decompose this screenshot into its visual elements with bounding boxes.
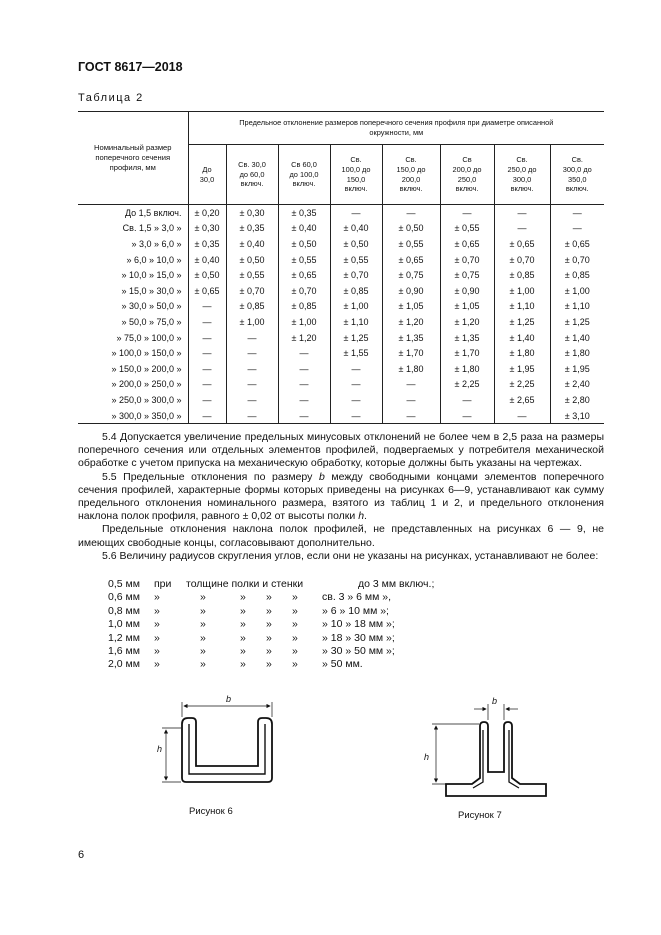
tolerance-cell: ± 0,70: [550, 252, 604, 268]
tolerance-cell: ± 2,40: [550, 377, 604, 393]
tolerance-cell: ± 1,00: [278, 314, 330, 330]
row-size-label: » 50,0 » 75,0 »: [121, 316, 182, 327]
tolerance-cell: ± 0,85: [330, 283, 382, 299]
radius-condition: »: [240, 604, 246, 617]
col-header-line: 250,0: [457, 174, 477, 184]
col-header-line: 300,0: [512, 174, 532, 184]
dim-h-label-fig6: h: [157, 744, 163, 754]
row-size-label: » 3,0 » 6,0 »: [131, 238, 182, 249]
tolerance-cell: ± 0,65: [550, 236, 604, 252]
radius-condition: »: [200, 591, 206, 604]
tolerance-cell: ± 3,10: [550, 408, 604, 424]
tolerance-cell: —: [278, 377, 330, 393]
paragraph-5-5: 5.5 Предельные отклонения по размеру b между свободными концами элементов поперечного сечения профилей, характерные формы которых приведены на рисунках 6—9, устанавливают как сумму предельного отклонения номинального размера, взятого из таблиц 1 и 2, и предельного отклонения наклона полок профиля, равного ± 0,02 от высоты полки h.: [78, 470, 604, 523]
tolerance-cell: —: [226, 345, 278, 361]
paragraph-5-4: 5.4 Допускается увеличение предельных минусовых отклонений не более чем в 2,5 раза на размеры поперечного сечения или отдельных элементов профилей, подвергаемых у потребителя механической обработке с учетом припуска на механическую обработку, которые должны быть указаны на чертежах.: [78, 431, 604, 470]
radius-condition: »: [154, 618, 160, 631]
table-label: Таблица 2: [78, 92, 144, 104]
tolerance-cell: ± 1,00: [550, 283, 604, 299]
tolerance-cell: ± 0,90: [382, 283, 440, 299]
paragraph-5-6: 5.6 Величину радиусов скругления углов, если они не указаны на рисунках, устанавливают не более:: [102, 549, 599, 562]
radius-condition: »: [240, 658, 246, 671]
col-header-line: 350,0: [568, 174, 587, 184]
tolerance-cell: —: [188, 361, 226, 377]
tolerance-cell: ± 0,65: [188, 283, 226, 299]
tolerance-cell: ± 0,85: [226, 299, 278, 315]
radius-condition: »: [292, 591, 298, 604]
tolerance-cell: —: [278, 361, 330, 377]
tolerance-cell: ± 0,55: [278, 252, 330, 268]
tolerance-cell: —: [278, 392, 330, 408]
page-number: 6: [78, 849, 85, 861]
tolerance-cell: ± 0,20: [188, 205, 226, 221]
table-row: [78, 267, 604, 283]
tolerance-cell: ± 0,65: [494, 236, 550, 252]
tolerance-cell: ± 0,50: [226, 252, 278, 268]
figure-6-drawing: [150, 694, 290, 794]
tolerance-cell: ± 0,70: [226, 283, 278, 299]
col-header-line: 150,0 до: [396, 164, 426, 174]
tolerance-cell: ± 1,80: [494, 345, 550, 361]
tolerance-cell: ± 1,80: [382, 361, 440, 377]
tolerance-cell: ± 0,30: [226, 205, 278, 221]
tolerance-cell: ± 1,05: [440, 299, 494, 315]
col-header-8: [550, 145, 604, 205]
tolerance-cell: —: [188, 392, 226, 408]
col-header-line: включ.: [455, 184, 479, 194]
tolerance-cell: ± 1,95: [494, 361, 550, 377]
tolerance-cell: ± 2,25: [494, 377, 550, 393]
table-row: [78, 314, 604, 330]
tolerance-cell: ± 0,55: [226, 267, 278, 283]
tolerance-cell: ± 0,55: [382, 236, 440, 252]
col-header-line: 200,0: [401, 174, 421, 184]
row-size-label: » 200,0 » 250,0 »: [111, 379, 182, 390]
table-row: [78, 330, 604, 346]
tolerance-table: [78, 111, 604, 424]
tolerance-cell: ± 1,80: [550, 345, 604, 361]
table-row: [78, 408, 604, 424]
tolerance-cell: ± 1,00: [226, 314, 278, 330]
tolerance-cell: ± 2,80: [550, 392, 604, 408]
tolerance-cell: ± 0,50: [382, 221, 440, 237]
tolerance-cell: —: [226, 330, 278, 346]
table-row: [78, 345, 604, 361]
radius-condition: » 6 » 10 мм »;: [322, 604, 389, 617]
col-header-line: До: [202, 164, 212, 174]
row-size-label: » 15,0 » 30,0 »: [121, 285, 182, 296]
table-row: [78, 299, 604, 315]
row-header-cell: Номинальный размер поперечного сечения профиля, мм: [78, 112, 188, 205]
col-header-line: 100,0 до: [341, 164, 371, 174]
tolerance-cell: ± 1,20: [440, 314, 494, 330]
col-header-line: до 100,0: [289, 169, 319, 179]
figure-6-caption: Рисунок 6: [189, 806, 233, 817]
col-header-line: включ.: [565, 184, 589, 194]
tolerance-cell: —: [188, 377, 226, 393]
radius-value: 1,2 мм: [108, 631, 140, 644]
tolerance-cell: —: [188, 330, 226, 346]
table-row: [78, 392, 604, 408]
tolerance-cell: ± 1,00: [494, 283, 550, 299]
col-header-line: Св: [462, 155, 472, 165]
radius-condition: »: [154, 604, 160, 617]
tolerance-cell: —: [188, 314, 226, 330]
tolerance-cell: ± 0,40: [278, 221, 330, 237]
tolerance-cell: ± 1,25: [550, 314, 604, 330]
radius-condition: »: [240, 591, 246, 604]
radius-condition: »: [266, 645, 272, 657]
col-header-line: 300,0 до: [562, 164, 592, 174]
body-text: [78, 431, 604, 563]
table-row: [78, 205, 604, 221]
tolerance-cell: ± 0,35: [278, 205, 330, 221]
col-header-line: 30,0: [199, 174, 215, 184]
tolerance-cell: —: [226, 361, 278, 377]
tolerance-cell: ± 0,50: [188, 267, 226, 283]
tolerance-cell: ± 0,70: [440, 252, 494, 268]
row-size-label: Св. 1,5 » 3,0 »: [122, 223, 182, 234]
col-header-line: Св.: [516, 155, 528, 165]
radius-condition: »: [200, 658, 206, 671]
tolerance-cell: —: [188, 299, 226, 315]
radius-condition: »: [266, 631, 272, 644]
tolerance-cell: —: [226, 408, 278, 424]
tolerance-cell: ± 1,80: [440, 361, 494, 377]
tolerance-cell: ± 2,65: [494, 392, 550, 408]
col-header-line: Св.: [571, 155, 583, 165]
tolerance-cell: ± 1,95: [550, 361, 604, 377]
radius-condition: »: [240, 631, 246, 644]
tolerance-cell: ± 0,50: [330, 236, 382, 252]
tolerance-cell: ± 1,25: [494, 314, 550, 330]
tolerance-cell: ± 1,40: [550, 330, 604, 346]
tolerance-cell: ± 0,70: [278, 283, 330, 299]
tolerance-cell: ± 0,35: [188, 236, 226, 252]
tolerance-cell: ± 0,65: [440, 236, 494, 252]
tolerance-cell: ± 1,20: [278, 330, 330, 346]
col-header-7: [494, 145, 550, 205]
row-size-label: » 150,0 » 200,0 »: [111, 363, 182, 374]
tolerance-cell: ± 0,85: [550, 267, 604, 283]
dim-b-label-fig6: b: [226, 694, 232, 704]
radius-condition: »: [154, 658, 160, 671]
tolerance-cell: ± 2,25: [440, 377, 494, 393]
tolerance-cell: —: [330, 377, 382, 393]
tolerance-cell: ± 1,20: [382, 314, 440, 330]
tolerance-cell: —: [382, 392, 440, 408]
radius-condition: »: [266, 591, 272, 604]
radius-condition: »: [292, 618, 298, 631]
row-size-label: » 100,0 » 150,0 »: [111, 348, 182, 359]
radius-value: 1,0 мм: [108, 618, 140, 631]
col-header-line: 150,0: [346, 174, 366, 184]
tolerance-cell: ± 0,65: [382, 252, 440, 268]
tolerance-cell: —: [226, 392, 278, 408]
radius-condition: »: [154, 645, 160, 657]
tolerance-cell: ± 0,40: [226, 236, 278, 252]
tolerance-cell: —: [330, 361, 382, 377]
tolerance-cell: ± 1,10: [330, 314, 382, 330]
tolerance-cell: —: [330, 392, 382, 408]
radius-condition: »: [200, 618, 206, 631]
radius-condition: »: [154, 591, 160, 604]
tolerance-cell: —: [226, 377, 278, 393]
tolerance-cell: ± 1,25: [330, 330, 382, 346]
tolerance-cell: —: [440, 205, 494, 221]
col-header-line: включ.: [344, 184, 368, 194]
tolerance-cell: —: [440, 408, 494, 424]
col-header-line: включ.: [292, 179, 316, 189]
tolerance-cell: ± 1,10: [550, 299, 604, 315]
paragraph-5-5-note: Предельные отклонения наклона полок профилей, не представленных на рисунках 6 — 9, не имеющих свободные концы, согласовывают дополнительно.: [78, 523, 604, 549]
tolerance-cell: —: [382, 377, 440, 393]
col-header-line: 200,0 до: [452, 164, 482, 174]
tolerance-cell: —: [494, 408, 550, 424]
tolerance-cell: ± 0,55: [330, 252, 382, 268]
tolerance-cell: —: [330, 205, 382, 221]
radius-condition: »: [200, 604, 206, 617]
tolerance-cell: —: [550, 221, 604, 237]
tolerance-cell: ± 0,35: [226, 221, 278, 237]
col-header-1: [188, 145, 226, 205]
table-row: [78, 283, 604, 299]
col-header-line: включ.: [510, 184, 534, 194]
tolerance-cell: ± 1,40: [494, 330, 550, 346]
tolerance-cell: ± 0,90: [440, 283, 494, 299]
radius-value: 0,8 мм: [108, 604, 140, 617]
radius-condition: » 18 » 30 мм »;: [322, 631, 395, 644]
tolerance-cell: ± 0,85: [278, 299, 330, 315]
col-header-3: [278, 145, 330, 205]
tolerance-cell: ± 1,70: [382, 345, 440, 361]
tolerance-cell: ± 1,00: [330, 299, 382, 315]
tolerance-cell: ± 1,70: [440, 345, 494, 361]
radius-condition: »: [240, 645, 246, 657]
col-header-line: Св.: [405, 155, 417, 165]
radius-condition: до 3 мм включ.;: [358, 578, 435, 590]
tolerance-cell: —: [188, 408, 226, 424]
row-size-label: До 1,5 включ.: [124, 207, 182, 218]
radius-condition: » 50 мм.: [322, 658, 363, 671]
radius-condition: »: [200, 631, 206, 644]
tolerance-cell: ± 1,35: [440, 330, 494, 346]
col-header-line: до 60,0: [239, 169, 265, 179]
radius-condition: »: [266, 658, 272, 671]
tolerance-cell: ± 1,10: [494, 299, 550, 315]
radius-condition: »: [292, 631, 298, 644]
col-header-line: включ.: [240, 179, 264, 189]
radius-value: 1,6 мм: [108, 645, 140, 657]
tolerance-cell: —: [382, 205, 440, 221]
col-header-line: Св. 30,0: [238, 160, 266, 170]
radius-condition: »: [240, 618, 246, 631]
radius-condition: св. 3 » 6 мм »,: [322, 591, 392, 604]
col-header-5: [382, 145, 440, 205]
row-size-label: » 10,0 » 15,0 »: [121, 270, 182, 281]
radius-condition: »: [266, 604, 272, 617]
row-size-label: » 300,0 » 350,0 »: [111, 410, 182, 421]
tolerance-cell: ± 0,55: [440, 221, 494, 237]
group-header-cell: Предельное отклонение размеров поперечного сечения профиля при диаметре описанной окружности, мм: [188, 112, 604, 145]
radius-condition: »: [292, 645, 298, 657]
col-header-6: [440, 145, 494, 205]
table-row: [78, 221, 604, 237]
tolerance-cell: ± 0,85: [494, 267, 550, 283]
col-header-4: [330, 145, 382, 205]
tolerance-cell: —: [278, 408, 330, 424]
tolerance-cell: ± 0,65: [278, 267, 330, 283]
table-row: [78, 361, 604, 377]
row-size-label: » 6,0 » 10,0 »: [126, 254, 182, 265]
col-header-line: 250,0 до: [507, 164, 537, 174]
row-size-label: » 250,0 » 300,0 »: [111, 394, 182, 405]
tolerance-cell: ± 1,55: [330, 345, 382, 361]
document-header: ГОСТ 8617—2018: [78, 60, 183, 74]
tolerance-cell: —: [278, 345, 330, 361]
tolerance-cell: ± 0,50: [278, 236, 330, 252]
row-size-label: » 75,0 » 100,0 »: [116, 332, 182, 343]
tolerance-cell: ± 0,30: [188, 221, 226, 237]
dim-h-label-fig7: h: [424, 752, 430, 762]
tolerance-cell: ± 0,70: [330, 267, 382, 283]
radius-condition: »: [200, 645, 206, 657]
tolerance-cell: ± 0,40: [188, 252, 226, 268]
tolerance-cell: —: [188, 345, 226, 361]
radius-condition: »: [292, 604, 298, 617]
figure-7-caption: Рисунок 7: [458, 810, 502, 821]
col-header-line: включ.: [399, 184, 423, 194]
radius-condition: толщине полки и стенки: [186, 578, 304, 590]
col-header-2: [226, 145, 278, 205]
table-row: [78, 252, 604, 268]
radius-value: 0,6 мм: [108, 591, 140, 604]
radius-condition: » 10 » 18 мм »;: [322, 618, 395, 631]
dim-b-label-fig7: b: [492, 696, 498, 706]
radius-condition: » 30 » 50 мм »;: [322, 645, 395, 657]
tolerance-cell: —: [330, 408, 382, 424]
radius-condition: »: [266, 618, 272, 631]
radius-condition: »: [154, 631, 160, 644]
tolerance-cell: —: [550, 205, 604, 221]
radius-condition: »: [292, 658, 298, 671]
tolerance-cell: ± 0,75: [440, 267, 494, 283]
radius-condition: при: [154, 578, 172, 590]
row-size-label: » 30,0 » 50,0 »: [121, 301, 182, 312]
col-header-line: Св 60,0: [291, 160, 317, 170]
radius-value: 2,0 мм: [108, 658, 140, 671]
tolerance-cell: —: [494, 221, 550, 237]
table-row: [78, 236, 604, 252]
radius-value: 0,5 мм: [108, 578, 140, 590]
table-row: [78, 377, 604, 393]
tolerance-cell: ± 0,40: [330, 221, 382, 237]
tolerance-cell: ± 0,75: [382, 267, 440, 283]
tolerance-cell: —: [440, 392, 494, 408]
tolerance-cell: ± 1,35: [382, 330, 440, 346]
tolerance-cell: ± 0,70: [494, 252, 550, 268]
tolerance-cell: —: [382, 408, 440, 424]
col-header-line: Св.: [350, 155, 362, 165]
figure-7-drawing: [418, 700, 558, 800]
tolerance-cell: ± 1,05: [382, 299, 440, 315]
tolerance-cell: —: [494, 205, 550, 221]
